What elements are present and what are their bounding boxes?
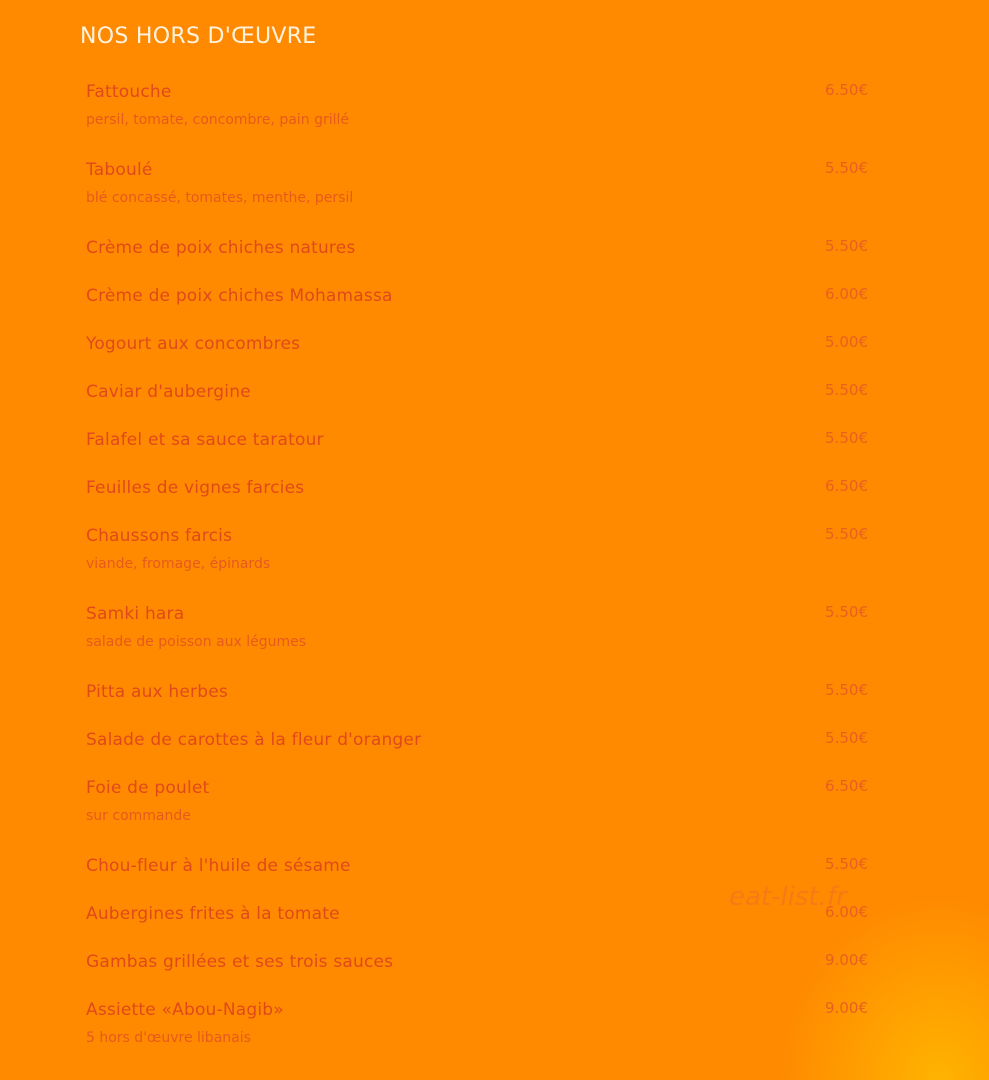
menu-item (86, 234, 868, 282)
menu-item (86, 726, 868, 774)
item-description: viande, fromage, épinards (86, 556, 271, 572)
item-description: salade de poisson aux légumes (86, 634, 307, 650)
watermark: eat-list.fr (729, 882, 847, 912)
menu-item (86, 156, 868, 234)
menu-item (86, 996, 868, 1074)
menu-item (86, 600, 868, 678)
item-description: sur commande (86, 808, 191, 824)
item-name: Foie de poulet (86, 778, 210, 798)
item-price: 5.50€ (825, 429, 868, 447)
item-price: 9.00€ (825, 999, 868, 1017)
item-price: 6.50€ (825, 477, 868, 495)
menu-item (86, 678, 868, 726)
menu-item (86, 330, 868, 378)
menu-item (86, 522, 868, 600)
item-price: 5.50€ (825, 729, 868, 747)
item-name: Caviar d'aubergine (86, 382, 251, 402)
item-price: 5.50€ (825, 237, 868, 255)
page-title: NOS HORS D'ŒUVRE (80, 24, 317, 49)
item-name: Chou-fleur à l'huile de sésame (86, 856, 351, 876)
item-price: 5.50€ (825, 381, 868, 399)
item-price: 6.00€ (825, 285, 868, 303)
item-price: 5.50€ (825, 603, 868, 621)
item-description: blé concassé, tomates, menthe, persil (86, 190, 354, 206)
item-name: Aubergines frites à la tomate (86, 904, 340, 924)
item-price: 6.50€ (825, 81, 868, 99)
item-name: Chaussons farcis (86, 526, 233, 546)
item-price: 5.00€ (825, 333, 868, 351)
item-price: 5.50€ (825, 855, 868, 873)
item-name: Crème de poix chiches Mohamassa (86, 286, 393, 306)
item-price: 6.50€ (825, 777, 868, 795)
item-name: Falafel et sa sauce taratour (86, 430, 324, 450)
item-name: Crème de poix chiches natures (86, 238, 356, 258)
menu-list (86, 78, 868, 1074)
item-price: 9.00€ (825, 951, 868, 969)
item-price: 5.50€ (825, 681, 868, 699)
menu-item (86, 378, 868, 426)
menu-item (86, 282, 868, 330)
item-name: Fattouche (86, 82, 172, 102)
item-name: Pitta aux herbes (86, 682, 228, 702)
item-price: 6.00€ (825, 903, 868, 921)
item-name: Taboulé (86, 160, 153, 180)
item-price: 5.50€ (825, 159, 868, 177)
item-description: 5 hors d'œuvre libanais (86, 1030, 251, 1046)
item-name: Samki hara (86, 604, 185, 624)
item-name: Gambas grillées et ses trois sauces (86, 952, 394, 972)
menu-item (86, 948, 868, 996)
menu-item (86, 774, 868, 852)
item-name: Assiette «Abou-Nagib» (86, 1000, 284, 1020)
item-name: Feuilles de vignes farcies (86, 478, 305, 498)
item-price: 5.50€ (825, 525, 868, 543)
menu-item (86, 426, 868, 474)
item-name: Yogourt aux concombres (86, 334, 301, 354)
item-description: persil, tomate, concombre, pain grillé (86, 112, 349, 128)
menu-item (86, 474, 868, 522)
menu-item (86, 78, 868, 156)
item-name: Salade de carottes à la fleur d'oranger (86, 730, 422, 750)
